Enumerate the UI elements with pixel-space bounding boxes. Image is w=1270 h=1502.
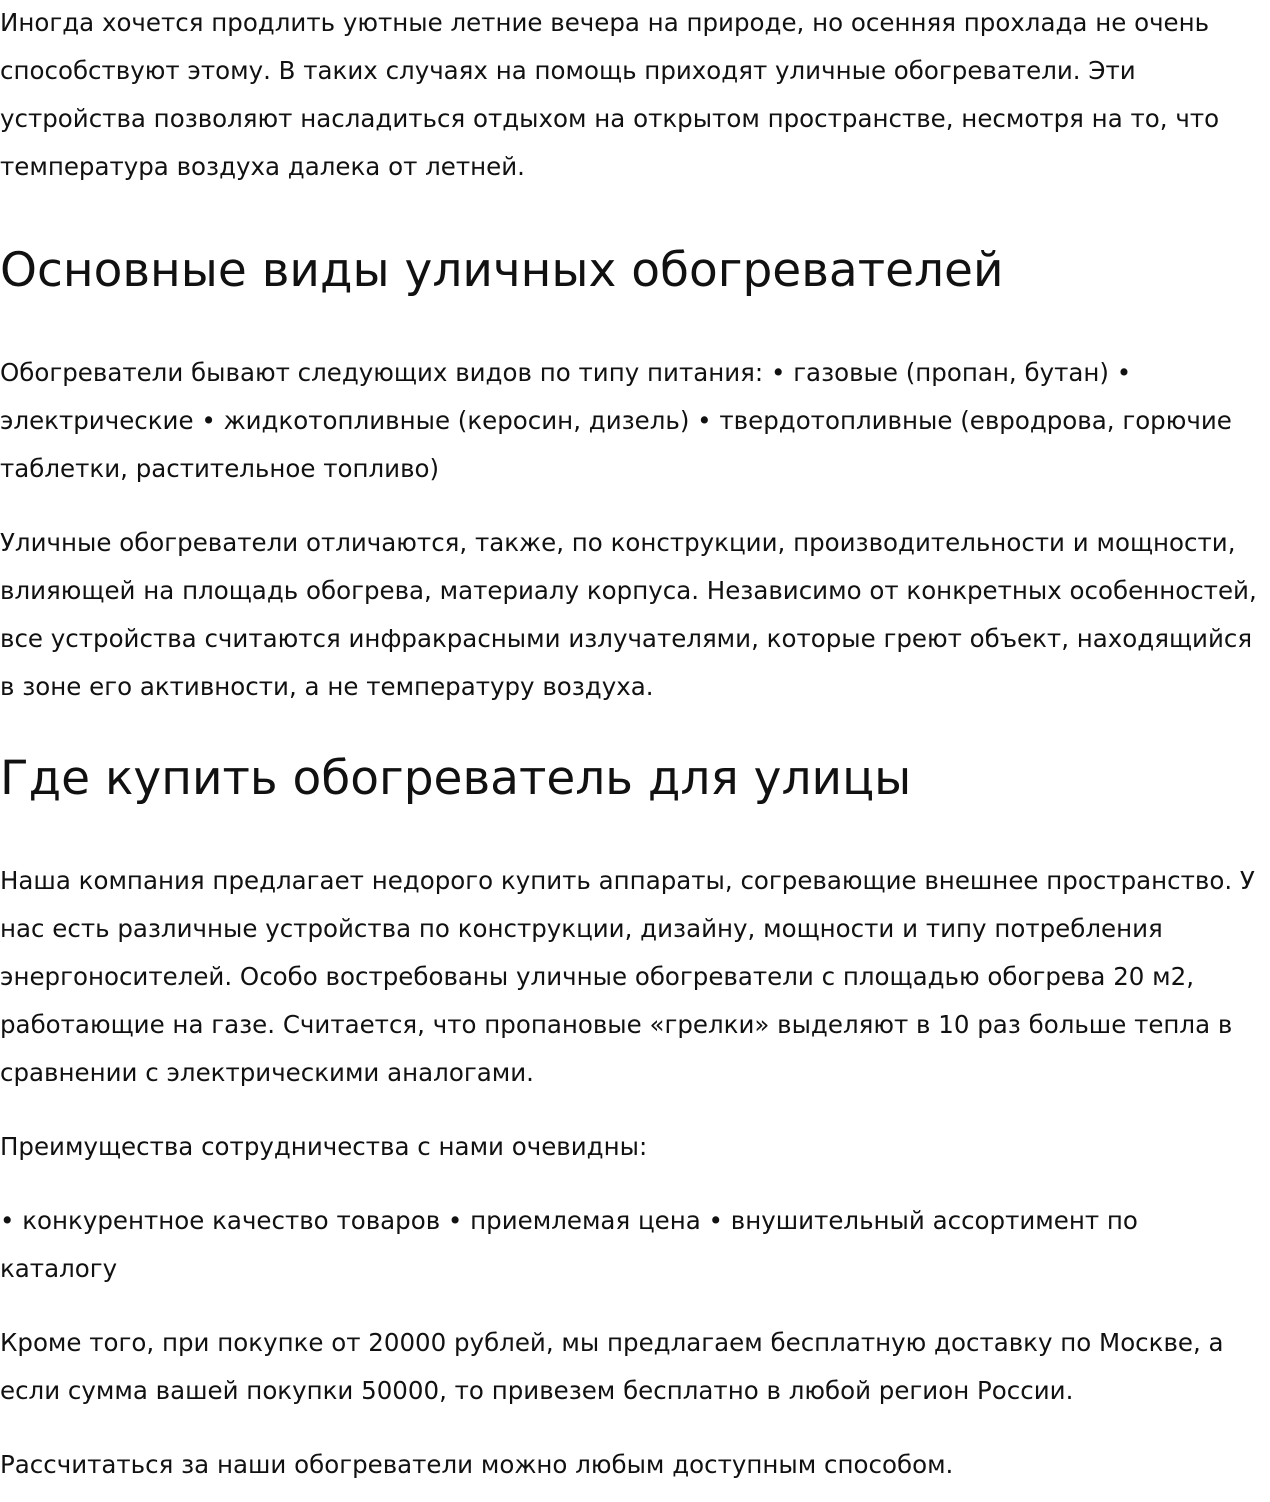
advantages-intro-paragraph: Преимущества сотрудничества с нами очевидны: <box>0 1132 648 1161</box>
intro-paragraph: Иногда хочется продлить уютные летние вечера на природе, но осенняя прохлада не очень способствуют этому. В таких случаях на помощь приходят уличные обогреватели. Эти устройства позволяют насладиться отдыхом на открытом пространстве, несмотря на то, что температура воздуха далека от летней. <box>0 8 1220 181</box>
heater-differences-paragraph: Уличные обогреватели отличаются, также, по конструкции, производительности и мощности, влияющей на площадь обогрева, материалу корпуса. Независимо от конкретных особенностей, все устройства считаются инфракрасными излучателями, которые греют объект, находящийся в зоне его активности, а не температуру воздуха. <box>0 528 1257 701</box>
payment-paragraph: Рассчитаться за наши обогреватели можно любым доступным способом. <box>0 1450 954 1479</box>
section-heading-where-to-buy: Где купить обогреватель для улицы <box>0 751 912 806</box>
heater-types-paragraph: Обогреватели бывают следующих видов по типу питания: • газовые (пропан, бутан) • электрические • жидкотопливные (керосин, дизель) • твердотопливные (евродрова, горючие таблетки, растительное топливо) <box>0 358 1232 483</box>
delivery-paragraph: Кроме того, при покупке от 20000 рублей, мы предлагаем бесплатную доставку по Москве, а если сумма вашей покупки 50000, то привезем бесплатно в любой регион России. <box>0 1328 1224 1405</box>
company-offer-paragraph: Наша компания предлагает недорого купить аппараты, согревающие внешнее пространство. У нас есть различные устройства по конструкции, дизайну, мощности и типу потребления энергоносителей. Особо востребованы уличные обогреватели с площадью обогрева 20 м2, работающие на газе. Считается, что пропановые «грелки» выделяют в 10 раз больше тепла в сравнении с электрическими аналогами. <box>0 866 1255 1087</box>
advantages-list-paragraph: • конкурентное качество товаров • приемлемая цена • внушительный ассортимент по каталогу <box>0 1206 1138 1283</box>
section-heading-heater-types: Основные виды уличных обогревателей <box>0 243 1004 298</box>
